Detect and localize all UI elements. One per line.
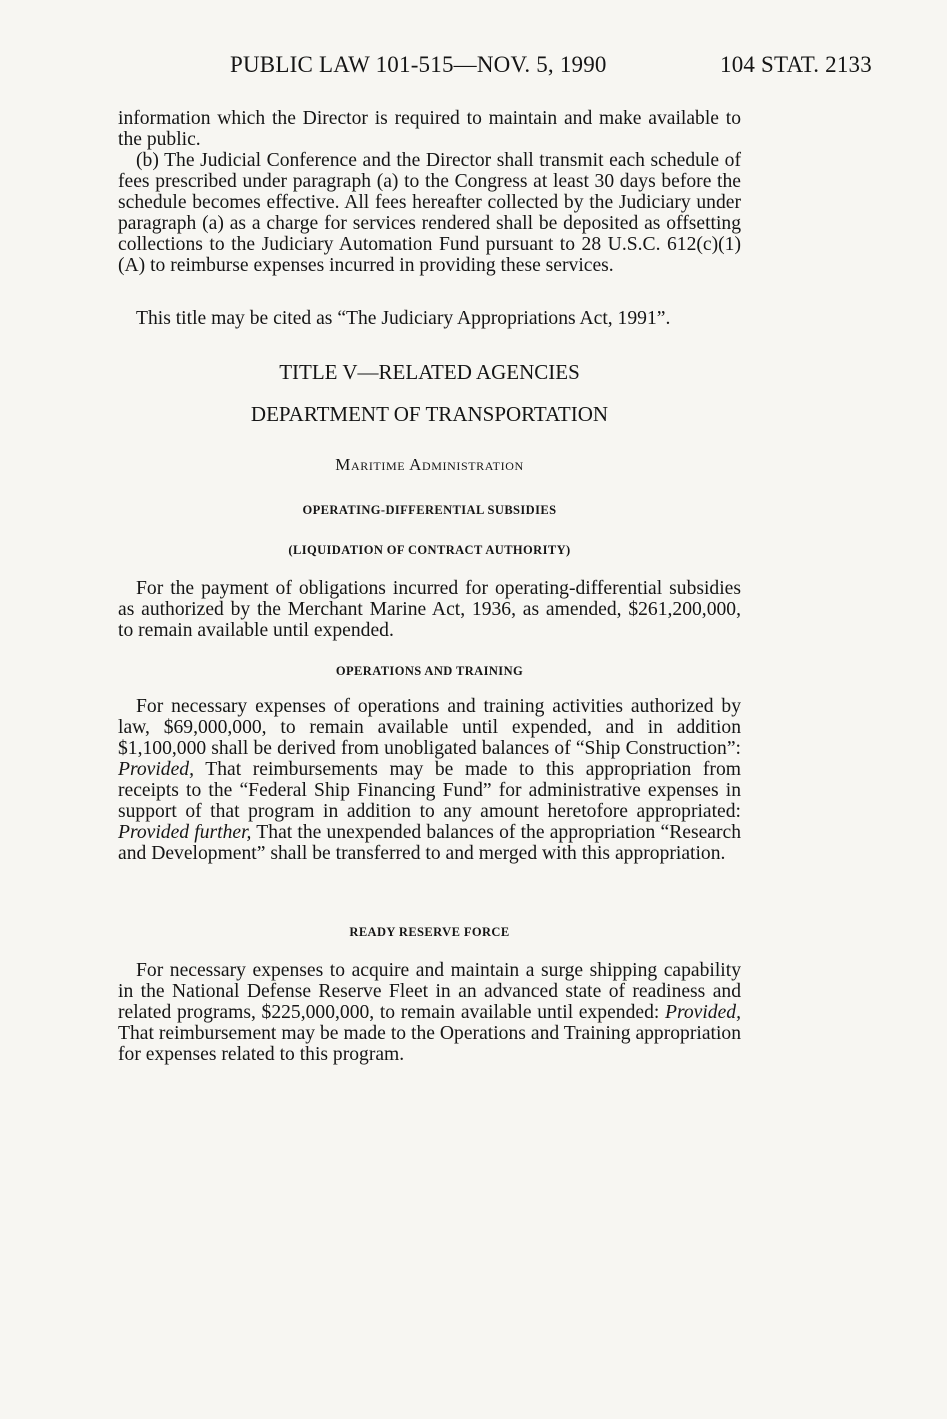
citation-block bbox=[118, 308, 741, 329]
liquidation-subheading: (LIQUIDATION OF CONTRACT AUTHORITY) bbox=[288, 543, 571, 557]
paragraph-b: (b) The Judicial Conference and the Director shall transmit each schedule of fees prescribed under paragraph (a) to the Congress at least 30 days before the schedule becomes effective. All fees hereafter collected by the Judiciary under paragraph (a) as a charge for services rendered shall be deposited as offsetting collections to the Judiciary Automation Fund pursuant to 28 U.S.C. 612(c)(1)(A) to reimburse expenses incurred in providing these services. bbox=[118, 150, 741, 276]
ops-text-3: That the unexpended balances of the appropriation “Research and Development” shall be transferred to and merged with this appropriation. bbox=[118, 822, 741, 864]
ops-text-2: That reimbursements may be made to this appropriation from receipts to the “Federal Ship Financing Fund” for administrative expenses in support of that program in addition to any amount heretofore appropriated: bbox=[118, 759, 741, 822]
operating-differential-section bbox=[118, 578, 741, 641]
continuation-paragraph: information which the Director is required to maintain and make available to the public. bbox=[118, 108, 741, 150]
operations-training-section bbox=[118, 696, 741, 864]
statute-page-number: 104 STAT. 2133 bbox=[720, 52, 872, 77]
running-header: PUBLIC LAW 101-515—NOV. 5, 1990 bbox=[230, 52, 607, 77]
operations-training-paragraph bbox=[118, 696, 741, 864]
ready-reserve-section bbox=[118, 960, 741, 1065]
agency-heading: Maritime Administration bbox=[335, 455, 524, 474]
short-title-citation: This title may be cited as “The Judiciary Appropriations Act, 1991”. bbox=[136, 308, 671, 329]
operating-differential-heading: OPERATING-DIFFERENTIAL SUBSIDIES bbox=[302, 503, 557, 517]
rrf-text-1: For necessary expenses to acquire and maintain a surge shipping capability in the National Defense Reserve Fleet in an advanced state of readiness and related programs, $225,000,000, to remain available until expended: bbox=[118, 960, 741, 1023]
operations-training-heading: OPERATIONS AND TRAINING bbox=[335, 664, 524, 678]
title-heading: TITLE V—RELATED AGENCIES bbox=[279, 360, 580, 384]
rrf-text-2: That reimbursement may be made to the Operations and Training appropriation for expenses related to this program. bbox=[118, 1023, 741, 1065]
ops-proviso-2: Provided further, bbox=[118, 822, 252, 843]
ready-reserve-paragraph bbox=[118, 960, 741, 1065]
operating-differential-paragraph: For the payment of obligations incurred for operating-differential subsidies as authorized by the Merchant Marine Act, 1936, as amended, $261,200,000, to remain available until expended. bbox=[118, 578, 741, 641]
ops-proviso-1: Provided, bbox=[118, 759, 194, 780]
ready-reserve-heading: READY RESERVE FORCE bbox=[349, 925, 510, 939]
rrf-proviso: Provided, bbox=[665, 1002, 741, 1023]
department-heading: DEPARTMENT OF TRANSPORTATION bbox=[250, 402, 609, 426]
section-continuation bbox=[118, 108, 741, 276]
ops-text-1: For necessary expenses of operations and training activities authorized by law, $69,000,000, to remain available until expended, and in addition $1,100,000 shall be derived from unobligated balances of “Ship Construction”: bbox=[118, 696, 741, 759]
